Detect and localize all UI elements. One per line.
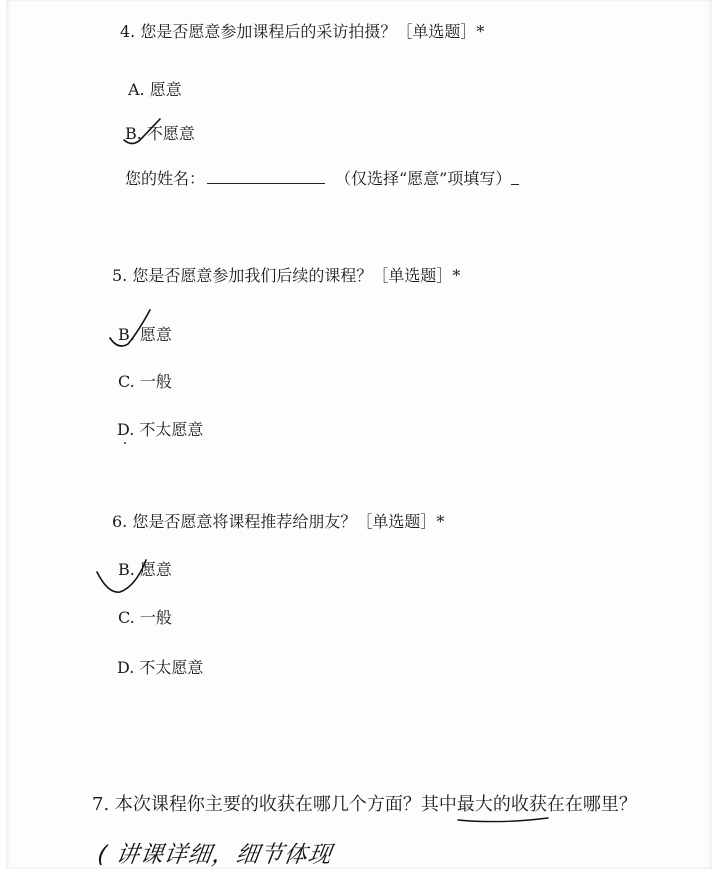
question-4-title: 4. 您是否愿意参加课程后的采访拍摄？［单选题］* [120,22,485,41]
handwritten-answer: ( 讲课详细，细节体现 [95,842,334,868]
survey-page [6,0,712,869]
name-field-note: （仅选择“愿意”项填写） [335,169,512,188]
question-6-option-d[interactable]: D. 不太愿意 [117,658,204,677]
question-5-option-b[interactable]: B. 愿意 [118,325,172,344]
question-5-option-d[interactable]: D. 不太愿意 [117,420,204,439]
question-6-title: 6. 您是否愿意将课程推荐给朋友？［单选题］* [112,512,445,531]
question-6-option-c[interactable]: C. 一般 [118,608,172,627]
question-4-option-b[interactable]: B. 不愿意 [125,124,195,143]
question-5-option-c[interactable]: C. 一般 [118,372,172,391]
name-input-line[interactable] [207,183,325,184]
question-4-option-a[interactable]: A. 愿意 [128,80,182,99]
question-5-title: 5. 您是否愿意参加我们后续的课程？［单选题］* [112,266,461,285]
question-7-title: 7. 本次课程你主要的收获在哪几个方面？其中最大的收获在在哪里？ [92,794,637,815]
trailing-dash [511,184,519,185]
name-field-label: 您的姓名： [125,169,206,188]
question-6-option-b[interactable]: B. 愿意 [118,560,172,579]
